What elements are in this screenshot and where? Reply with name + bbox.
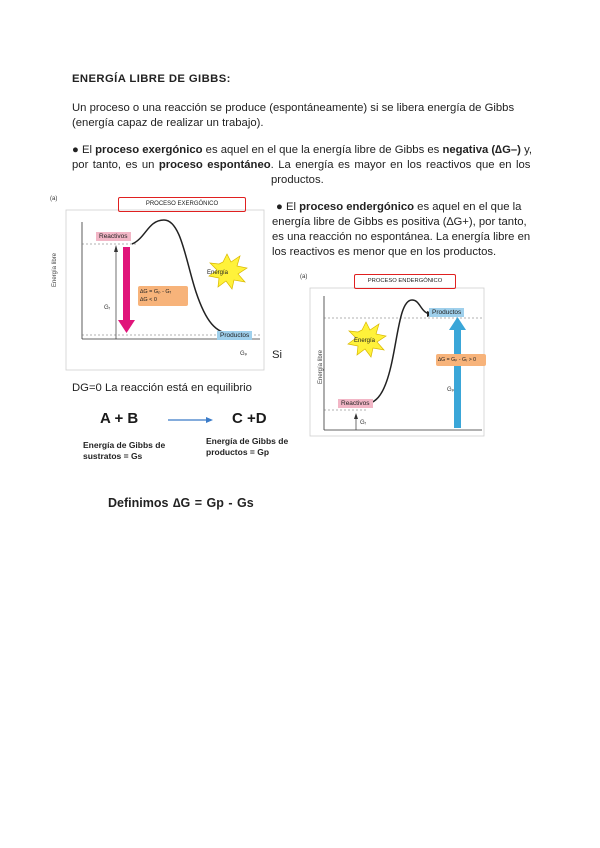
delta-g-formula: ∆G = Gₚ - Gᵣ: [140, 289, 172, 295]
y-axis-label: Energía libre: [52, 252, 58, 287]
endergonic-line-4: los reactivos es menor que en los productos.: [272, 246, 497, 258]
y-axis-label: Energía libre: [318, 349, 324, 384]
exergonic-title: PROCESO EXERGÓNICO: [145, 201, 219, 207]
delta-g-box: ∆G = Gₚ - Gᵣ > 0: [436, 354, 486, 366]
negative-term: negativa (∆G–): [442, 144, 521, 156]
endergonic-line-1: [276, 200, 521, 215]
reactivos-label: Reactivos: [96, 232, 131, 241]
endergonic-title-box: [354, 274, 456, 289]
endergonic-text: es aquel en el que la: [417, 201, 522, 213]
endergonic-line-3: es una reacción no espontánea. La energía libre en: [272, 231, 531, 243]
endergonic-title: PROCESO ENDERGÓNICO: [367, 278, 443, 284]
products-line-1: Energía de Gibbs de: [206, 436, 289, 446]
gp-label: Gₚ: [447, 387, 455, 393]
endergonic-figure: [296, 266, 486, 438]
substrates-line-1: Energía de Gibbs de: [83, 440, 166, 450]
equation-rhs: C +D: [232, 410, 267, 427]
intro-line-1: Un proceso o una reacción se produce (espontáneamente) si se libera energía de Gibbs: [72, 102, 515, 114]
equilibrium-text: DG=0 La reacción está en equilibrio: [72, 382, 252, 394]
exergonic-line2-b: . La energía es mayor en los reactivos que en los: [270, 159, 531, 171]
products-line-2: productos = Gp: [206, 447, 270, 457]
reaction-arrow-icon: [168, 415, 214, 425]
exergonic-figure: [46, 192, 268, 372]
exergonic-line-3: productos.: [271, 174, 324, 186]
exergonic-diagram: [46, 192, 268, 372]
exergonic-line-1: [72, 143, 532, 158]
endergonic-term: proceso endergónico: [299, 201, 415, 213]
bullet: ● El: [276, 201, 297, 213]
substrates-line-2: sustratos = Gs: [83, 451, 143, 461]
figure-label: (a): [50, 196, 58, 202]
spontaneous-term: proceso espontáneo: [158, 159, 271, 171]
delta-g-box: [138, 286, 188, 306]
gp-label: Gₚ: [240, 351, 248, 357]
productos-label: Productos: [429, 308, 464, 317]
gr-label: Gᵣ: [104, 305, 111, 311]
exergonic-term: proceso exergónico: [95, 144, 203, 156]
bullet: ● El: [72, 144, 93, 156]
products-label: [206, 436, 288, 458]
delta-g-condition: ∆G < 0: [140, 297, 157, 303]
exergonic-line2-a: por tanto, es un: [72, 159, 155, 171]
endergonic-line-2: energía libre de Gibbs es positiva (∆G+), por tanto,: [272, 216, 527, 228]
energia-label: Energía: [354, 338, 376, 344]
exergonic-title-box: [118, 197, 246, 212]
reactivos-label: Reactivos: [338, 399, 373, 408]
exergonic-y: y,: [524, 144, 533, 156]
si-text: Si: [272, 349, 283, 361]
productos-label: Productos: [217, 331, 252, 340]
delta-g-definition: Definimos ∆G = Gp - Gs: [108, 496, 254, 510]
endergonic-diagram: [296, 266, 486, 438]
gr-label: Gᵣ: [360, 420, 367, 426]
exergonic-text: es aquel en el que la energía libre de Gibbs es: [205, 144, 440, 156]
energia-label: Energía: [207, 270, 229, 276]
equation-lhs: A + B: [100, 410, 139, 427]
exergonic-line-2: [72, 158, 530, 173]
page-title: ENERGÍA LIBRE DE GIBBS:: [72, 73, 231, 85]
intro-line-2: (energía capaz de realizar un trabajo).: [72, 117, 264, 129]
figure-label: (a): [300, 274, 308, 280]
substrates-label: [83, 440, 165, 462]
